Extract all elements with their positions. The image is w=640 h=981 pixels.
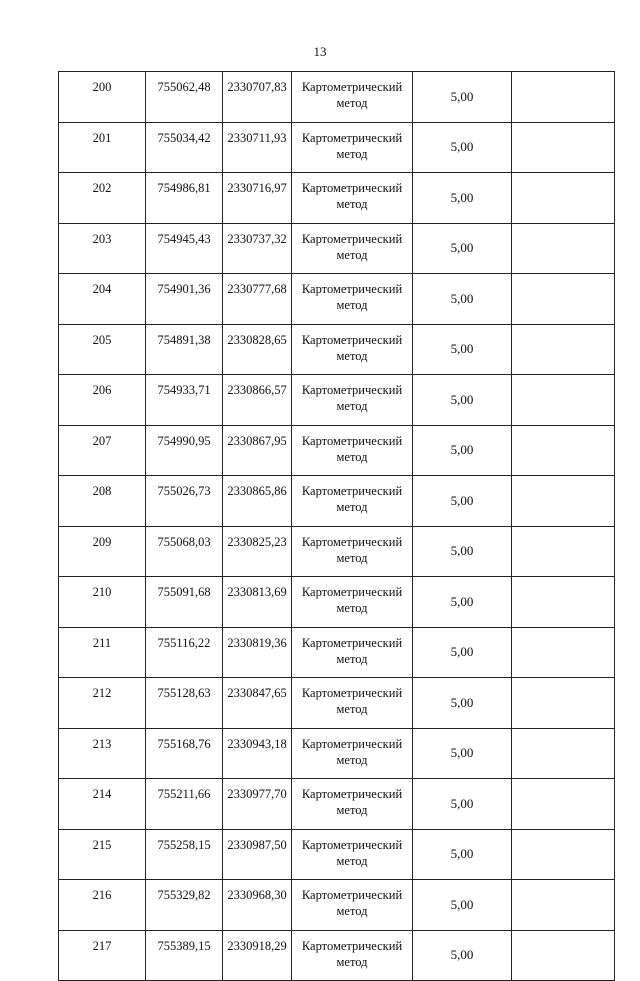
x-coordinate-cell (146, 930, 223, 981)
method-line-2: метод (336, 904, 368, 918)
y-coordinate: 2330711,93 (227, 130, 287, 145)
note-cell (512, 72, 615, 123)
error-cell (413, 375, 512, 426)
x-coordinate: 755091,68 (157, 585, 211, 599)
y-coordinate: 2330987,50 (227, 837, 287, 852)
table-row (59, 72, 615, 123)
x-coordinate-cell (146, 728, 223, 779)
point-number-cell (59, 829, 146, 880)
point-number: 217 (92, 938, 112, 953)
y-coordinate-cell (223, 425, 292, 476)
y-coordinate: 2330813,69 (227, 585, 287, 599)
note-cell (512, 324, 615, 375)
table-row (59, 223, 615, 274)
note-cell (512, 930, 615, 981)
note-cell (512, 223, 615, 274)
y-coordinate: 2330777,68 (227, 282, 287, 296)
error-cell (413, 728, 512, 779)
method-line-1: Картометрический (301, 282, 403, 296)
x-coordinate-cell (146, 678, 223, 729)
table-row (59, 274, 615, 325)
method-cell (292, 122, 413, 173)
error-value: 5,00 (450, 240, 474, 256)
note-cell (512, 274, 615, 325)
note-cell (512, 476, 615, 527)
note-cell (512, 425, 615, 476)
y-coordinate: 2330865,86 (227, 484, 287, 498)
y-coordinate: 2330707,83 (227, 80, 287, 94)
point-number: 211 (92, 635, 112, 650)
method-cell (292, 728, 413, 779)
x-coordinate-cell (146, 375, 223, 426)
method-cell (292, 930, 413, 981)
table-row (59, 476, 615, 527)
table-row (59, 678, 615, 729)
y-coordinate: 2330977,70 (227, 787, 287, 801)
method-line-1: Картометрический (301, 332, 403, 347)
method-cell (292, 375, 413, 426)
error-cell (413, 223, 512, 274)
x-coordinate: 755128,63 (157, 686, 211, 700)
x-coordinate-cell (146, 122, 223, 173)
method-cell (292, 72, 413, 123)
point-number-cell (59, 779, 146, 830)
error-value: 5,00 (450, 644, 474, 660)
error-value: 5,00 (450, 694, 474, 710)
error-value: 5,00 (450, 492, 474, 508)
method-line-1: Картометрический (301, 938, 403, 953)
y-coordinate-cell (223, 72, 292, 123)
error-value: 5,00 (450, 189, 474, 205)
table-row (59, 526, 615, 577)
note-cell (512, 375, 615, 426)
y-coordinate-cell (223, 476, 292, 527)
x-coordinate-cell (146, 779, 223, 830)
table-row (59, 324, 615, 375)
x-coordinate-cell (146, 627, 223, 678)
note-cell (512, 627, 615, 678)
error-cell (413, 72, 512, 123)
method-cell (292, 223, 413, 274)
method-line-2: метод (336, 399, 368, 413)
y-coordinate-cell (223, 577, 292, 628)
x-coordinate: 755329,82 (157, 888, 211, 902)
method-line-2: метод (336, 247, 368, 262)
method-line-2: метод (336, 449, 368, 464)
error-value: 5,00 (450, 846, 474, 862)
method-cell (292, 526, 413, 577)
x-coordinate-cell (146, 223, 223, 274)
point-number-cell (59, 72, 146, 123)
point-number-cell (59, 577, 146, 628)
y-coordinate-cell (223, 122, 292, 173)
point-number: 212 (92, 686, 112, 700)
point-number: 214 (92, 787, 112, 801)
method-line-2: метод (336, 702, 368, 716)
point-number: 200 (92, 80, 112, 94)
error-value: 5,00 (450, 947, 474, 963)
point-number-cell (59, 930, 146, 981)
method-line-2: метод (336, 651, 368, 666)
point-number-cell (59, 274, 146, 325)
y-coordinate-cell (223, 678, 292, 729)
error-cell (413, 476, 512, 527)
table-row (59, 577, 615, 628)
method-cell (292, 324, 413, 375)
method-cell (292, 173, 413, 224)
method-line-1: Картометрический (301, 484, 403, 498)
table-row (59, 122, 615, 173)
y-coordinate-cell (223, 526, 292, 577)
method-line-2: метод (336, 146, 368, 161)
method-line-2: метод (336, 752, 368, 767)
method-cell (292, 779, 413, 830)
method-line-1: Картометрический (301, 837, 403, 852)
method-line-1: Картометрический (301, 888, 403, 902)
y-coordinate: 2330737,32 (227, 231, 287, 246)
method-line-1: Картометрический (301, 686, 403, 700)
error-value: 5,00 (450, 341, 474, 357)
method-line-1: Картометрический (301, 130, 403, 145)
x-coordinate-cell (146, 526, 223, 577)
x-coordinate: 754986,81 (157, 181, 211, 195)
error-cell (413, 930, 512, 981)
y-coordinate-cell (223, 728, 292, 779)
y-coordinate-cell (223, 173, 292, 224)
table-row (59, 779, 615, 830)
method-cell (292, 829, 413, 880)
y-coordinate-cell (223, 779, 292, 830)
y-coordinate-cell (223, 930, 292, 981)
error-value: 5,00 (450, 290, 474, 306)
y-coordinate: 2330716,97 (227, 181, 287, 195)
y-coordinate-cell (223, 223, 292, 274)
note-cell (512, 779, 615, 830)
error-cell (413, 425, 512, 476)
x-coordinate: 755068,03 (157, 534, 211, 549)
method-line-1: Картометрический (301, 585, 403, 599)
table-row (59, 627, 615, 678)
x-coordinate: 755116,22 (157, 635, 211, 650)
table-row (59, 829, 615, 880)
error-value: 5,00 (450, 593, 474, 609)
point-number-cell (59, 728, 146, 779)
y-coordinate-cell (223, 324, 292, 375)
method-cell (292, 678, 413, 729)
error-value: 5,00 (450, 442, 474, 458)
x-coordinate-cell (146, 173, 223, 224)
point-number-cell (59, 324, 146, 375)
coordinates-table (58, 71, 615, 981)
error-value: 5,00 (450, 139, 474, 155)
error-cell (413, 324, 512, 375)
method-line-1: Картометрический (301, 433, 403, 448)
method-line-2: метод (336, 96, 368, 110)
error-cell (413, 526, 512, 577)
table-row (59, 173, 615, 224)
error-cell (413, 779, 512, 830)
error-value: 5,00 (450, 745, 474, 761)
x-coordinate: 754945,43 (157, 231, 211, 246)
note-cell (512, 173, 615, 224)
error-value: 5,00 (450, 543, 474, 559)
x-coordinate-cell (146, 72, 223, 123)
method-line-1: Картометрический (301, 80, 403, 94)
x-coordinate-cell (146, 425, 223, 476)
method-line-2: метод (336, 853, 368, 868)
point-number: 208 (92, 484, 112, 498)
x-coordinate: 755258,15 (157, 837, 211, 852)
point-number-cell (59, 223, 146, 274)
note-cell (512, 678, 615, 729)
point-number: 210 (92, 585, 112, 599)
error-cell (413, 577, 512, 628)
point-number-cell (59, 425, 146, 476)
error-value: 5,00 (450, 391, 474, 407)
method-line-1: Картометрический (301, 736, 403, 751)
method-line-1: Картометрический (301, 635, 403, 650)
x-coordinate-cell (146, 324, 223, 375)
point-number-cell (59, 173, 146, 224)
table-body (59, 72, 615, 981)
x-coordinate: 755026,73 (157, 484, 211, 498)
y-coordinate: 2330968,30 (227, 888, 287, 902)
note-cell (512, 122, 615, 173)
error-value: 5,00 (450, 795, 474, 811)
point-number: 209 (92, 534, 112, 549)
point-number: 215 (92, 837, 112, 852)
y-coordinate: 2330825,23 (227, 534, 287, 549)
x-coordinate: 755062,48 (157, 80, 211, 94)
point-number: 205 (92, 332, 112, 347)
method-cell (292, 476, 413, 527)
table-row (59, 728, 615, 779)
y-coordinate-cell (223, 829, 292, 880)
x-coordinate-cell (146, 274, 223, 325)
y-coordinate-cell (223, 627, 292, 678)
note-cell (512, 728, 615, 779)
x-coordinate: 754891,38 (157, 332, 211, 347)
point-number: 203 (92, 231, 112, 246)
error-cell (413, 274, 512, 325)
error-cell (413, 829, 512, 880)
note-cell (512, 526, 615, 577)
error-cell (413, 122, 512, 173)
x-coordinate: 754901,36 (157, 282, 211, 296)
point-number-cell (59, 526, 146, 577)
x-coordinate-cell (146, 577, 223, 628)
point-number: 207 (92, 433, 112, 448)
y-coordinate: 2330866,57 (227, 383, 287, 397)
table-row (59, 375, 615, 426)
method-line-1: Картометрический (301, 383, 403, 397)
error-value: 5,00 (450, 88, 474, 104)
y-coordinate: 2330918,29 (227, 938, 287, 953)
x-coordinate: 755034,42 (157, 130, 211, 145)
note-cell (512, 577, 615, 628)
y-coordinate-cell (223, 274, 292, 325)
method-line-1: Картометрический (301, 181, 403, 195)
note-cell (512, 829, 615, 880)
point-number: 202 (92, 181, 112, 195)
y-coordinate: 2330943,18 (227, 736, 287, 751)
point-number: 213 (92, 736, 112, 751)
method-line-1: Картометрический (301, 231, 403, 246)
method-line-1: Картометрический (301, 787, 403, 801)
method-line-2: метод (336, 348, 368, 363)
method-cell (292, 274, 413, 325)
method-line-2: метод (336, 197, 368, 211)
x-coordinate: 754933,71 (157, 383, 211, 397)
method-cell (292, 627, 413, 678)
y-coordinate: 2330847,65 (227, 686, 287, 700)
point-number-cell (59, 476, 146, 527)
method-cell (292, 577, 413, 628)
method-line-2: метод (336, 550, 368, 565)
error-cell (413, 627, 512, 678)
method-line-2: метод (336, 803, 368, 817)
y-coordinate: 2330819,36 (227, 635, 287, 650)
error-cell (413, 173, 512, 224)
point-number-cell (59, 375, 146, 426)
x-coordinate: 755211,66 (157, 787, 211, 801)
method-cell (292, 425, 413, 476)
point-number-cell (59, 627, 146, 678)
point-number: 216 (92, 888, 112, 902)
point-number-cell (59, 122, 146, 173)
point-number: 201 (92, 130, 112, 145)
x-coordinate: 755389,15 (157, 938, 211, 953)
method-line-2: метод (336, 298, 368, 312)
x-coordinate: 754990,95 (157, 433, 211, 448)
point-number-cell (59, 678, 146, 729)
method-line-2: метод (336, 601, 368, 615)
y-coordinate-cell (223, 375, 292, 426)
x-coordinate: 755168,76 (157, 736, 211, 751)
method-line-1: Картометрический (301, 534, 403, 549)
point-number: 204 (92, 282, 112, 296)
method-line-2: метод (336, 954, 368, 969)
page-number: 13 (313, 44, 327, 59)
table-row (59, 930, 615, 981)
method-line-2: метод (336, 500, 368, 514)
table-row (59, 425, 615, 476)
x-coordinate-cell (146, 829, 223, 880)
y-coordinate: 2330828,65 (227, 332, 287, 347)
error-cell (413, 678, 512, 729)
error-value: 5,00 (450, 896, 474, 912)
x-coordinate-cell (146, 476, 223, 527)
point-number: 206 (92, 383, 112, 397)
y-coordinate: 2330867,95 (227, 433, 287, 448)
